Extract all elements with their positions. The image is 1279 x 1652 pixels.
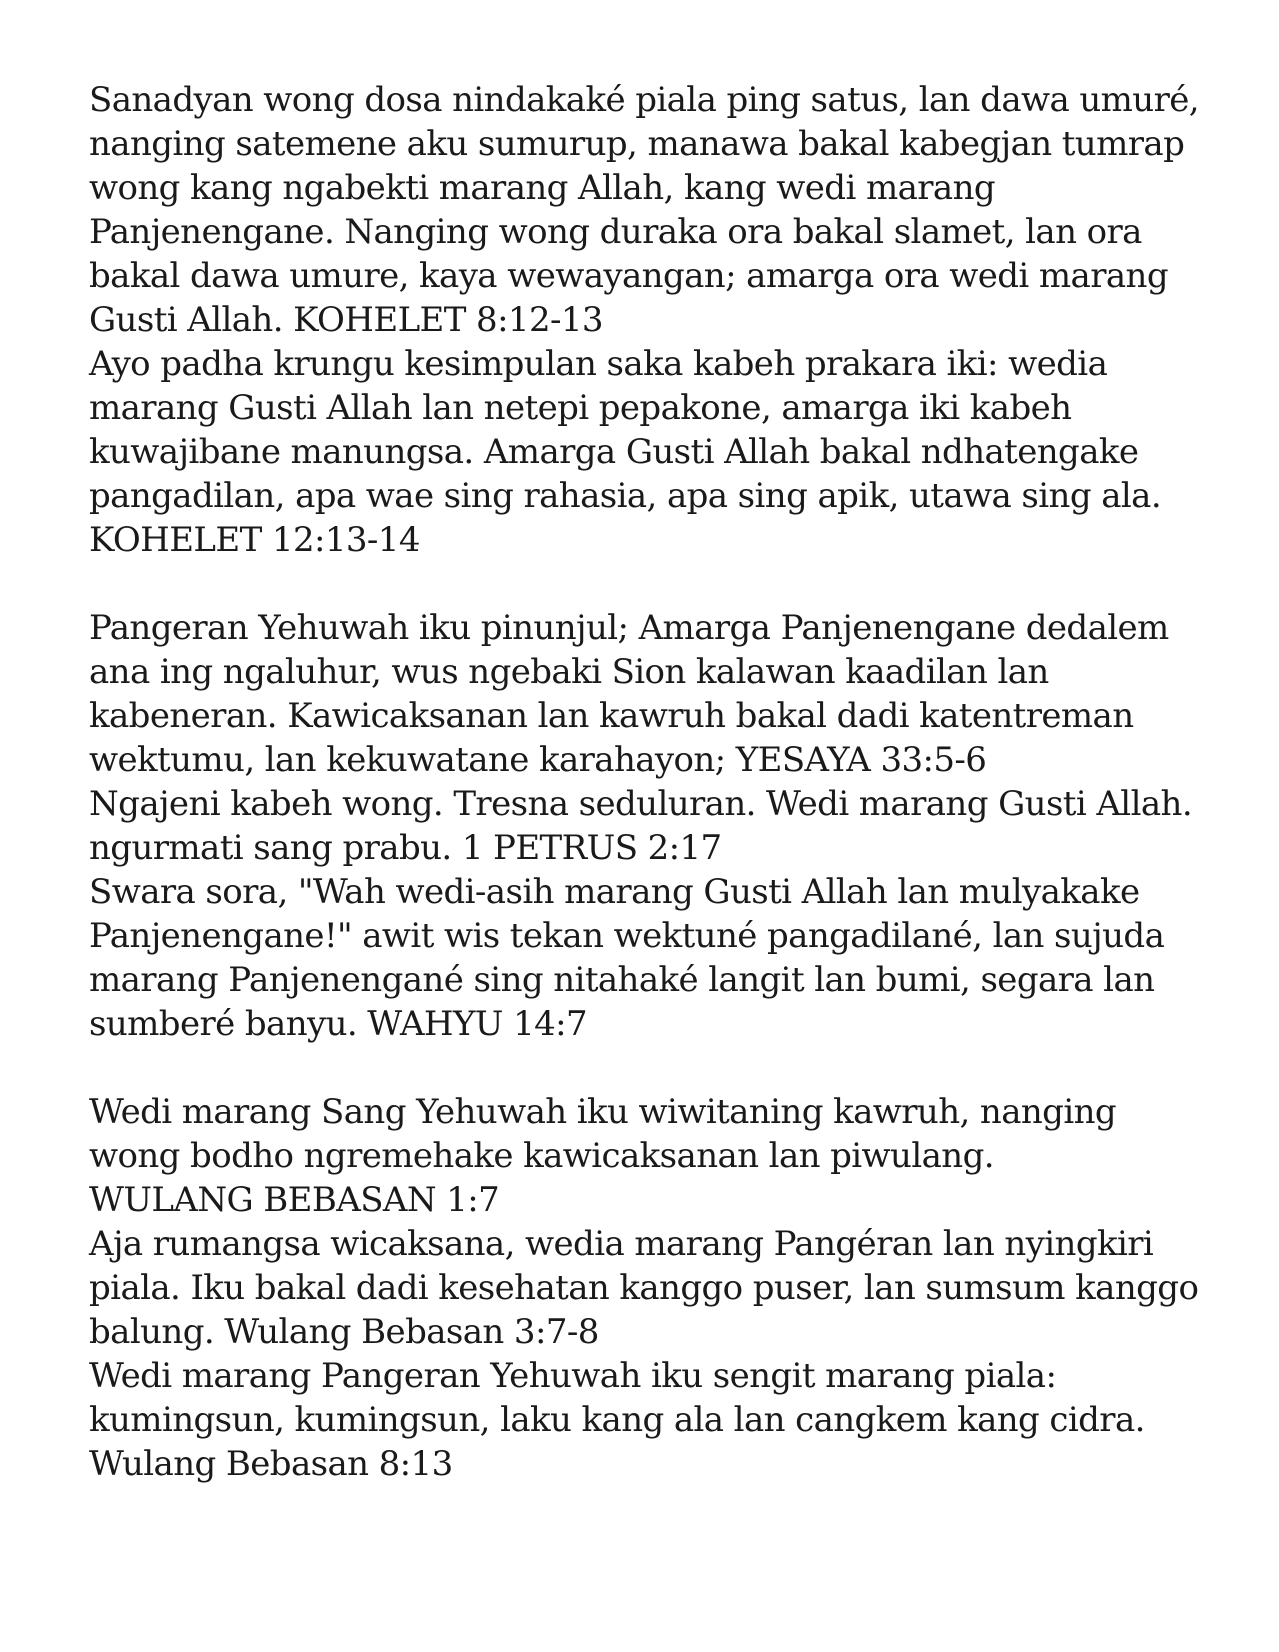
text-line: kuwajibane manungsa. Amarga Gusti Allah bakal ndhatengake [89,432,1139,472]
text-line: piala. Iku bakal dadi kesehatan kanggo puser, lan sumsum kanggo [89,1268,1199,1308]
text-line: balung. Wulang Bebasan 3:7-8 [89,1312,599,1352]
passage-section-3 [89,1090,1249,1486]
text-line: Ngajeni kabeh wong. Tresna seduluran. Wedi marang Gusti Allah. [89,784,1193,824]
text-line: nanging satemene aku sumurup, manawa bakal kabegjan tumrap [89,124,1185,164]
text-line: Wedi marang Sang Yehuwah iku wiwitaning kawruh, nanging [89,1092,1117,1132]
text-line: sumberé banyu. WAHYU 14:7 [89,1004,588,1044]
text-line: bakal dawa umure, kaya wewayangan; amarga ora wedi marang [89,256,1169,296]
text-line: wong kang ngabekti marang Allah, kang wedi marang [89,168,996,208]
document-page [89,78,1249,1486]
text-line: Gusti Allah. KOHELET 8:12-13 [89,300,603,340]
text-line: ngurmati sang prabu. 1 PETRUS 2:17 [89,828,722,868]
text-line: WULANG BEBASAN 1:7 [89,1180,500,1220]
text-line: Wedi marang Pangeran Yehuwah iku sengit marang piala: [89,1356,1057,1396]
text-line: kabeneran. Kawicaksanan lan kawruh bakal dadi katentreman [89,696,1134,736]
text-line: Panjenengane!" awit wis tekan wektuné pangadilané, lan sujuda [89,916,1165,956]
text-line: Swara sora, "Wah wedi-asih marang Gusti Allah lan mulyakake [89,872,1140,912]
text-line: marang Gusti Allah lan netepi pepakone, amarga iki kabeh [89,388,1072,428]
passage-section-1 [89,78,1249,562]
passage-section-2 [89,606,1249,1046]
text-line: Sanadyan wong dosa nindakaké piala ping satus, lan dawa umuré, [89,80,1199,120]
text-line: Wulang Bebasan 8:13 [89,1444,453,1484]
text-line: ana ing ngaluhur, wus ngebaki Sion kalawan kaadilan lan [89,652,1049,692]
text-line: marang Panjenengané sing nitahaké langit lan bumi, segara lan [89,960,1155,1000]
text-line: wektumu, lan kekuwatane karahayon; YESAYA 33:5-6 [89,740,987,780]
text-line: Aja rumangsa wicaksana, wedia marang Pangéran lan nyingkiri [89,1224,1154,1264]
text-line: KOHELET 12:13-14 [89,520,420,560]
text-line: kumingsun, kumingsun, laku kang ala lan cangkem kang cidra. [89,1400,1145,1440]
text-line: Pangeran Yehuwah iku pinunjul; Amarga Panjenengane dedalem [89,608,1169,648]
text-line: pangadilan, apa wae sing rahasia, apa sing apik, utawa sing ala. [89,476,1162,516]
text-line: Panjenengane. Nanging wong duraka ora bakal slamet, lan ora [89,212,1142,252]
text-line: wong bodho ngremehake kawicaksanan lan piwulang. [89,1136,994,1176]
text-line: Ayo padha krungu kesimpulan saka kabeh prakara iki: wedia [89,344,1108,384]
